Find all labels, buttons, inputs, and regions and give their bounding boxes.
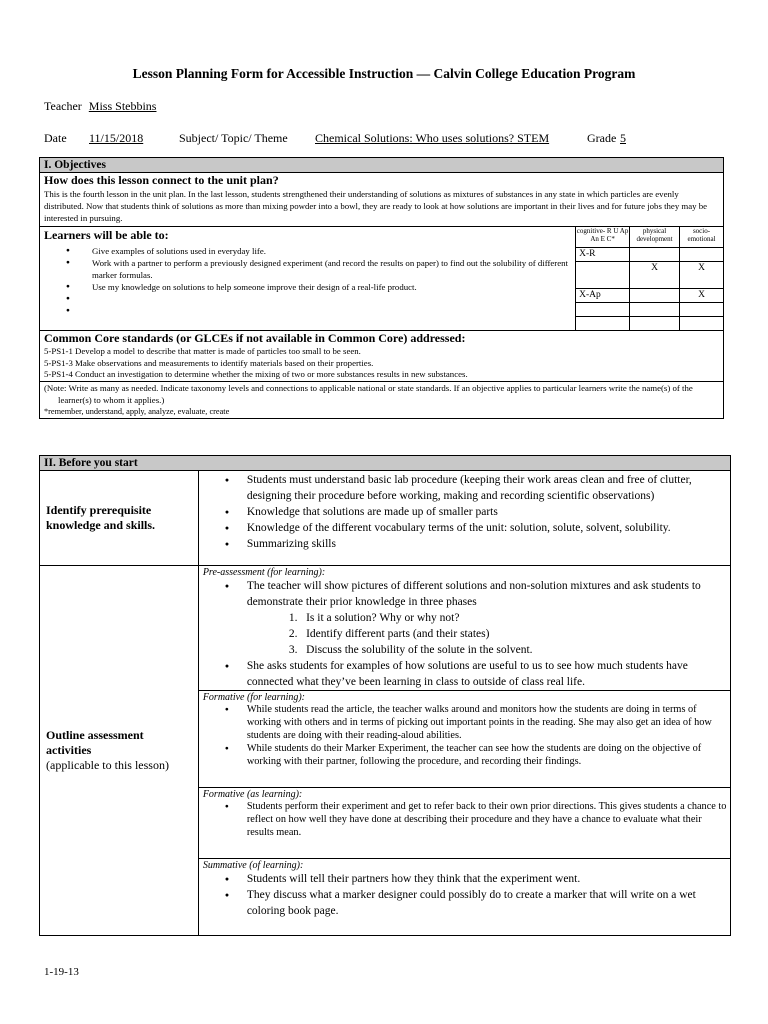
- prereq-label: Identify prerequisite knowledge and skills.: [46, 503, 156, 532]
- page-footer: 1-19-13: [44, 966, 79, 978]
- learner-objective: ● Use my knowledge on solutions to help someone improve their design of a real-life product.: [92, 281, 575, 293]
- standard-item: 5-PS1-1 Develop a model to describe that matter is made of particles too small to be seen.: [44, 346, 361, 356]
- learner-objective: [92, 293, 575, 305]
- summative-item: ● They discuss what a marker designer could possibly do to create a marker that will write on a wet coloring book page.: [247, 887, 730, 919]
- pre-assessment-list: [199, 578, 730, 610]
- socio-cell: X: [680, 289, 724, 303]
- unit-plan-text: This is the fourth lesson in the unit plan. In the last lesson, students strengthened their understanding of solutions as mixtures of substances in any state in which particles are evenly distributed. Now that students think of solutions as more than mixing powder into a bowl, they are ready to look at how solutions are important in their lives and for future jobs they may be interested in pursuing.: [44, 189, 708, 223]
- physical-cell: [630, 317, 680, 331]
- learners-label: Learners will be able to:: [44, 228, 169, 242]
- formative-as-label: Formative (as learning):: [202, 789, 303, 800]
- learner-objective: ● Work with a partner to perform a previously designed experiment (and record the results on paper) to find out the solubility of different marker formulas.: [92, 257, 575, 281]
- cognitive-header: cognitive- R U Ap An E C*: [576, 227, 630, 248]
- physical-header: physical development: [630, 227, 680, 248]
- cognitive-cell: X-Ap: [576, 289, 630, 303]
- physical-cell: X: [630, 262, 680, 289]
- standard-item: 5-PS1-3 Make observations and measurements to identify materials based on their properties.: [44, 357, 374, 368]
- formative-for-item: ● While students do their Marker Experiment, the teacher can see how the students are doing on the objective of working with their partner, following the procedure, and recording their findings.: [247, 742, 730, 768]
- objectives-note: (Note: Write as many as needed. Indicate taxonomy levels and connections to applicable national or state standards. If an objective applies to particular learners write the name(s) of the learner(s) to whom it applies.): [44, 382, 693, 405]
- socio-cell: [680, 317, 724, 331]
- prereq-item: ● Knowledge that solutions are made up of smaller parts: [247, 504, 730, 520]
- before-table: [39, 455, 731, 936]
- cognitive-cell: [576, 262, 630, 289]
- formative-for-label: Formative (for learning):: [202, 692, 306, 703]
- pre-assessment-list-2: [199, 658, 730, 690]
- summative-label: Summative (of learning):: [202, 860, 304, 871]
- socio-cell: X: [680, 262, 724, 289]
- prereq-item: ● Students must understand basic lab procedure (keeping their work areas clean and free of clutter, designing their procedure before working, making and recording scientific observations): [247, 472, 730, 504]
- standards-label: Common Core standards (or GLCEs if not available in Common Core) addressed:: [44, 331, 466, 345]
- pre-step: 2. Identify different parts (and their states): [288, 628, 490, 640]
- standard-item: 5-PS1-4 Conduct an investigation to determine whether the mixing of two or more substances results in new substances.: [44, 369, 468, 379]
- physical-cell: [630, 289, 680, 303]
- date-value: 11/15/2018: [89, 131, 144, 145]
- socio-cell: [680, 303, 724, 317]
- subject-value: Chemical Solutions: Who uses solutions? STEM: [315, 131, 550, 145]
- before-section-title: II. Before you start: [40, 456, 731, 471]
- prereq-item: ● Knowledge of the different vocabulary terms of the unit: solution, solute, solvent, solubility.: [247, 520, 730, 536]
- formative-as-list: [199, 800, 730, 839]
- cognitive-cell: [576, 303, 630, 317]
- formative-as-item: ● Students perform their experiment and get to refer back to their own prior directions. This gives students a chance to reflect on how well they have done at describing their procedure and they have a chance to evaluate what their results mean.: [247, 800, 730, 839]
- page-title: Lesson Planning Form for Accessible Instruction — Calvin College Education Program: [132, 66, 636, 81]
- socio-header: socio-emotional: [680, 227, 724, 248]
- summative-list: [199, 871, 730, 919]
- pre-assessment-label: Pre-assessment (for learning):: [202, 567, 326, 578]
- teacher-value: Miss Stebbins: [88, 99, 157, 113]
- physical-cell: [630, 303, 680, 317]
- pre-assessment-steps: [199, 610, 730, 658]
- grade-label: Grade: [587, 131, 617, 145]
- socio-cell: [680, 248, 724, 262]
- taxonomy-note: *remember, understand, apply, analyze, evaluate, create: [44, 406, 230, 416]
- teacher-label: Teacher: [44, 99, 82, 113]
- learner-objective: [92, 305, 575, 317]
- unit-plan-question: How does this lesson connect to the unit plan?: [44, 173, 279, 187]
- grade-value: 5: [620, 131, 626, 145]
- pre-step: 3. Discuss the solubility of the solute in the solvent.: [288, 644, 533, 656]
- cognitive-cell: X-R: [576, 248, 630, 262]
- teacher-row: [44, 99, 156, 114]
- assessment-sublabel: (applicable to this lesson): [46, 758, 169, 772]
- pre-assessment-item: ● She asks students for examples of how solutions are useful to us to see how much students have connected what they’ve been learning in class to outside of class real life.: [247, 658, 730, 690]
- assessment-label: Outline assessment activities: [46, 728, 144, 757]
- prereq-item: ● Summarizing skills: [247, 536, 730, 552]
- objectives-section-title: I. Objectives: [40, 158, 724, 173]
- formative-for-list: [199, 703, 730, 768]
- cognitive-cell: [576, 317, 630, 331]
- date-label: Date: [44, 131, 67, 145]
- learner-objective: ● Give examples of solutions used in everyday life.: [92, 245, 575, 257]
- pre-step: 1. Is it a solution? Why or why not?: [288, 612, 460, 624]
- learners-list: [40, 245, 575, 317]
- physical-cell: [630, 248, 680, 262]
- objectives-table: [39, 157, 724, 419]
- summative-item: ● Students will tell their partners how they think that the experiment went.: [247, 871, 730, 887]
- formative-for-item: ● While students read the article, the teacher walks around and monitors how the students are doing in terms of working with others and in terms of picking out important points in the reading. She may also get an idea of how students are doing with their reading-aloud abilities.: [247, 703, 730, 742]
- subject-label: Subject/ Topic/ Theme: [179, 131, 288, 145]
- pre-assessment-item: ● The teacher will show pictures of different solutions and non-solution mixtures and ask students to demonstrate their prior knowledge in three phases: [247, 578, 730, 610]
- prereq-list: [199, 472, 730, 552]
